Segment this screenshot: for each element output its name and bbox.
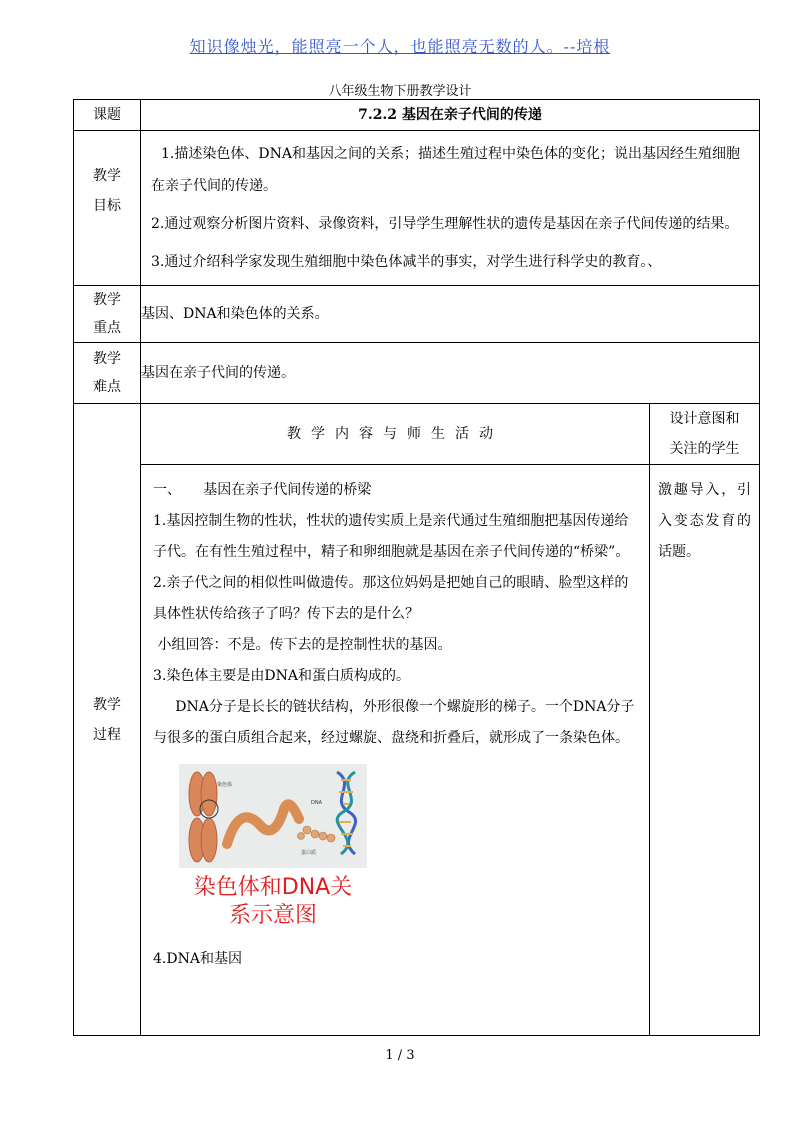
key-point-label: [74, 286, 141, 343]
figure-label-dna: DNA: [311, 800, 323, 806]
key-point-content: 基因、DNA和染色体的关系。: [141, 286, 760, 343]
figure-caption: [179, 874, 367, 930]
lesson-plan-table: [73, 99, 760, 1036]
section-heading: 一、 基因在亲子代间传递的桥梁: [153, 482, 372, 498]
topic-row: [74, 100, 760, 131]
header-motto: 知识像烛光，能照亮一个人，也能照亮无数的人。--培根: [189, 37, 611, 56]
figure-caption-line-1: 染色体和DNA关: [193, 875, 353, 900]
goals-label: [74, 131, 141, 286]
design-header-line-1: 设计意图和: [669, 411, 740, 427]
figure-label-chromosome: 染色体: [217, 782, 233, 788]
process-label-line-1: 教学: [93, 696, 121, 713]
goal-1: 1.描述染色体、DNA和基因之间的关系；描述生殖过程中染色体的变化；说出基因经生殖细胞在亲子代间的传递。: [151, 146, 740, 194]
last-item: 4.DNA和基因: [153, 951, 242, 967]
design-header-line-2: 关注的学生: [669, 441, 740, 457]
figure-label-protein: 蛋白质: [301, 850, 317, 856]
chromosome-dna-figure: [179, 764, 367, 930]
figure-caption-line-2: 系示意图: [228, 903, 317, 928]
key-label-line-2: 重点: [93, 320, 121, 336]
key-point-row: [74, 286, 760, 343]
process-label-line-2: 过程: [93, 726, 121, 743]
content-header: 教学内容与师生活动: [141, 404, 650, 465]
document-title: 八年级生物下册教学设计: [328, 84, 472, 99]
process-header-row: [74, 404, 760, 465]
topic-label: 课题: [74, 100, 141, 131]
difficulty-label-line-2: 难点: [93, 379, 121, 395]
goals-label-line-2: 目标: [93, 198, 121, 214]
goals-row: [74, 131, 760, 286]
paragraph-4: 3.染色体主要是由DNA和蛋白质构成的。: [153, 668, 410, 684]
key-label-line-1: 教学: [93, 292, 121, 308]
goal-3: 3.通过介绍科学家发现生殖细胞中染色体减半的事实，对学生进行科学史的教育。、: [151, 254, 662, 270]
design-note: 激趣导入，引入变态发育的话题。: [650, 465, 760, 1036]
page-number: 1 / 3: [385, 1048, 415, 1063]
topic-title: 7.2.2 基因在亲子代间的传递: [141, 100, 760, 131]
difficulty-label: [74, 343, 141, 404]
paragraph-2: 2.亲子代之间的相似性叫做遗传。那这位妈妈是把她自己的眼睛、脸型这样的具体性状传给孩子了吗？传下去的是什么？: [153, 575, 629, 622]
difficulty-row: [74, 343, 760, 404]
paragraph-1: 1.基因控制生物的性状，性状的遗传实质上是亲代通过生殖细胞把基因传递给子代。在有性生殖过程中，精子和卵细胞就是基因在亲子代间传递的“桥梁”。: [153, 513, 630, 560]
goals-content: [141, 131, 760, 286]
process-content: [141, 465, 650, 1036]
process-label: [74, 404, 141, 1036]
paragraph-3: 小组回答：不是。传下去的是控制性状的基因。: [153, 637, 452, 653]
goal-2: 2.通过观察分析图片资料、录像资料，引导学生理解性状的遗传是基因在亲子代间传递的结果。: [151, 216, 739, 232]
difficulty-label-line-1: 教学: [93, 351, 121, 367]
paragraph-5: DNA分子是长长的链状结构，外形很像一个螺旋形的梯子。一个DNA分子与很多的蛋白质组合起来，经过螺旋、盘绕和折叠后，就形成了一条染色体。: [153, 699, 635, 746]
difficulty-content: 基因在亲子代间的传递。: [141, 343, 760, 404]
design-header: [650, 404, 760, 465]
chromosome-dna-illustration: [179, 764, 367, 868]
process-body-row: [74, 465, 760, 1036]
goals-label-line-1: 教学: [93, 168, 121, 184]
